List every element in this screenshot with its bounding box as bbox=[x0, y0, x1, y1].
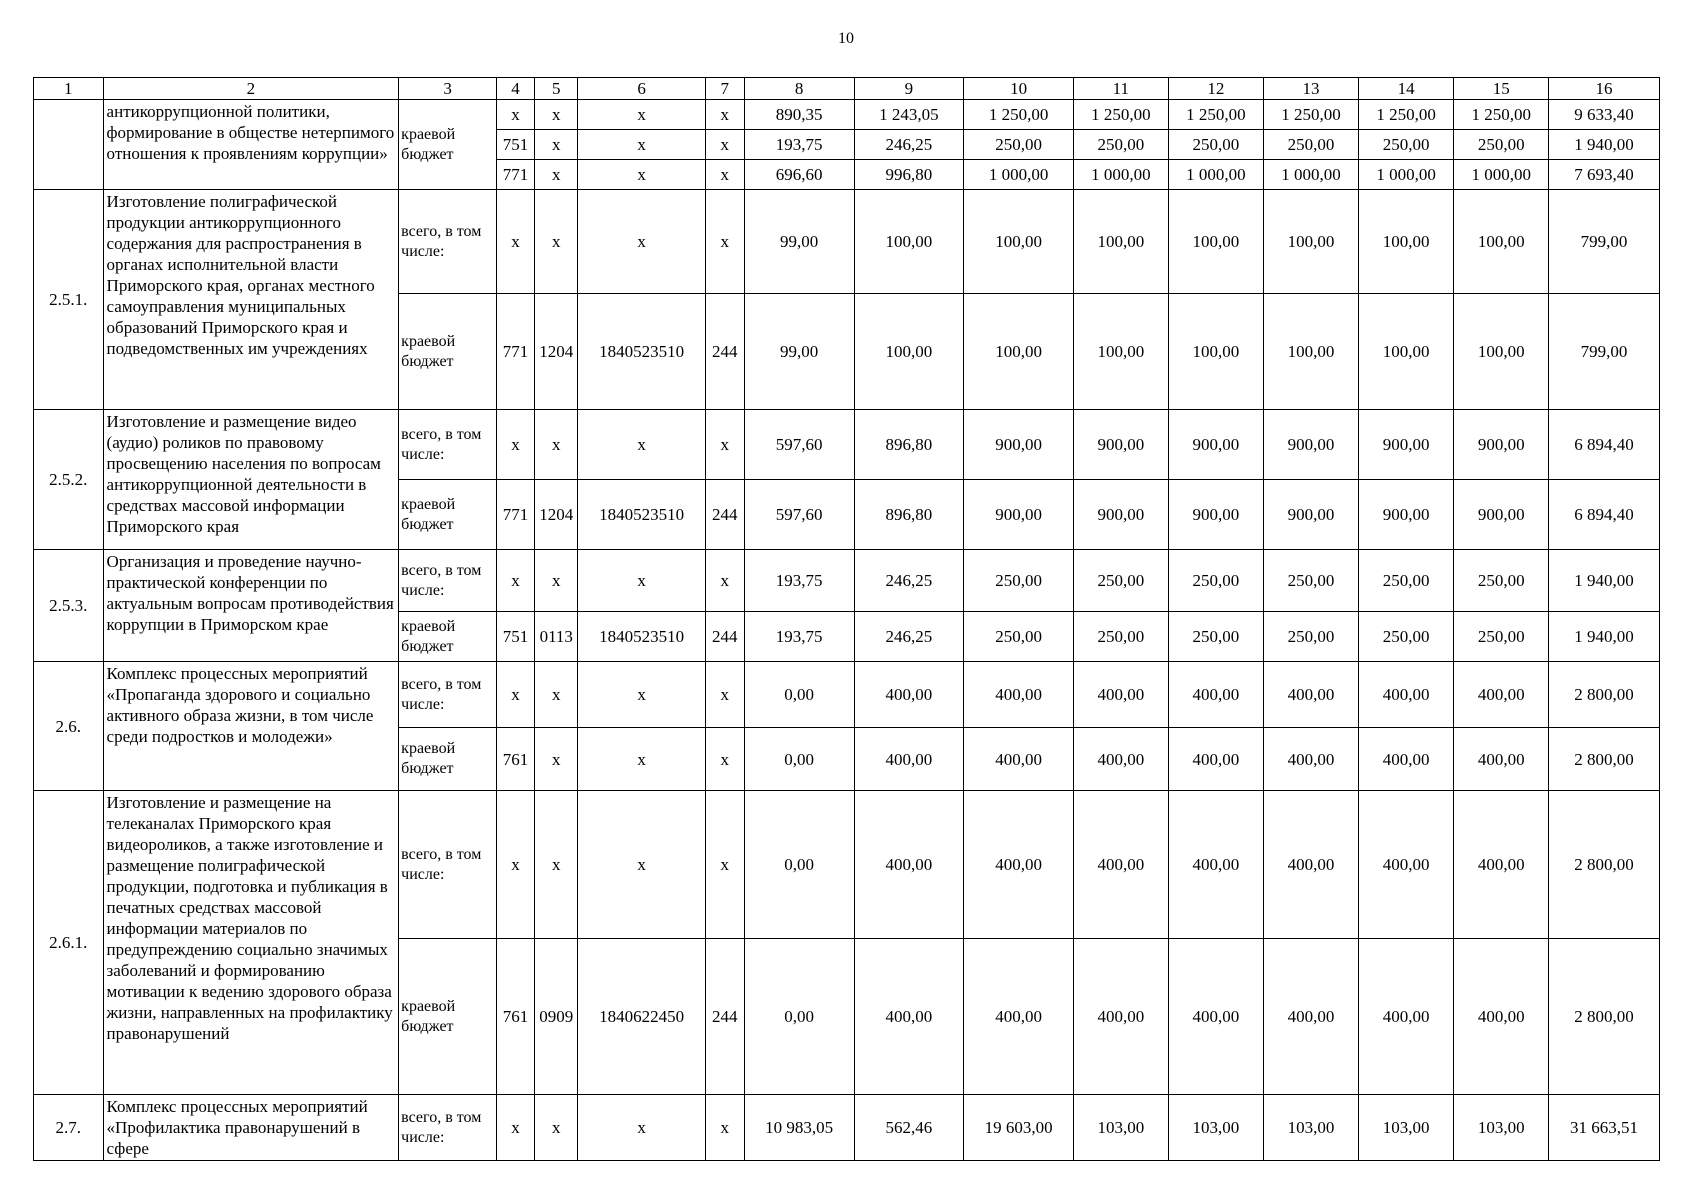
table-cell: х bbox=[535, 190, 578, 294]
table-cell: 799,00 bbox=[1548, 190, 1659, 294]
table-cell: 250,00 bbox=[1358, 550, 1454, 612]
table-cell: 1 000,00 bbox=[964, 160, 1074, 190]
page-number: 10 bbox=[838, 30, 854, 47]
table-cell: 400,00 bbox=[1264, 791, 1359, 939]
header-cell: 4 bbox=[496, 78, 534, 100]
table-cell: х bbox=[578, 130, 705, 160]
table-row bbox=[34, 550, 1660, 612]
table-cell: 400,00 bbox=[1074, 939, 1169, 1095]
table-cell: 400,00 bbox=[1074, 791, 1169, 939]
table-cell: 100,00 bbox=[1454, 190, 1549, 294]
row-description: Изготовление и размещение на телеканалах Приморского края видеороликов, а также изготовление и размещение полиграфической продукции, подготовка и публикация в печатных средствах массовой информации материалов по предупреждению социально значимых заболеваний и формированию мотивации к ведению здорового образа жизни, направленных на профилактику правонарушений bbox=[103, 791, 399, 1095]
table-cell: 0,00 bbox=[744, 728, 854, 791]
table-cell: х bbox=[705, 190, 744, 294]
table-cell: 400,00 bbox=[854, 662, 964, 728]
funding-source: краевой бюджет bbox=[399, 480, 497, 550]
table-cell: 400,00 bbox=[1264, 662, 1359, 728]
table-cell: 100,00 bbox=[1168, 190, 1264, 294]
table-cell: х bbox=[578, 550, 705, 612]
header-cell: 14 bbox=[1358, 78, 1454, 100]
table-cell: 1 250,00 bbox=[1074, 100, 1169, 130]
table-cell: 400,00 bbox=[1168, 939, 1264, 1095]
table-cell: 400,00 bbox=[1358, 939, 1454, 1095]
funding-source: краевой бюджет bbox=[399, 100, 497, 190]
table-cell: х bbox=[705, 130, 744, 160]
table-cell: 1 250,00 bbox=[1168, 100, 1264, 130]
table-cell: 250,00 bbox=[1454, 612, 1549, 662]
table-cell: 10 983,05 bbox=[744, 1095, 854, 1161]
header-cell: 8 bbox=[744, 78, 854, 100]
header-row bbox=[34, 78, 1660, 100]
table-cell: 193,75 bbox=[744, 612, 854, 662]
table-cell: х bbox=[535, 410, 578, 480]
table-cell: 250,00 bbox=[1264, 612, 1359, 662]
table-cell: 100,00 bbox=[854, 294, 964, 410]
table-cell: х bbox=[496, 410, 534, 480]
table-cell: 900,00 bbox=[1168, 480, 1264, 550]
table-cell: 193,75 bbox=[744, 130, 854, 160]
table-row bbox=[34, 410, 1660, 480]
funding-source: всего, в том числе: bbox=[399, 1095, 497, 1161]
table-cell: 2 800,00 bbox=[1548, 791, 1659, 939]
table-cell: х bbox=[578, 410, 705, 480]
header-cell: 5 bbox=[535, 78, 578, 100]
table-cell: 761 bbox=[496, 728, 534, 791]
table-cell: 0,00 bbox=[744, 662, 854, 728]
table-cell: 900,00 bbox=[1358, 410, 1454, 480]
table-cell: 400,00 bbox=[1454, 791, 1549, 939]
table-cell: 400,00 bbox=[964, 939, 1074, 1095]
table-cell: 103,00 bbox=[1358, 1095, 1454, 1161]
table-cell: 250,00 bbox=[1074, 130, 1169, 160]
table-cell: х bbox=[535, 130, 578, 160]
table-cell: 400,00 bbox=[1074, 662, 1169, 728]
table-cell: 1204 bbox=[535, 294, 578, 410]
table-cell: 696,60 bbox=[744, 160, 854, 190]
header-cell: 16 bbox=[1548, 78, 1659, 100]
table-cell: 562,46 bbox=[854, 1095, 964, 1161]
table-cell: х bbox=[705, 100, 744, 130]
row-description: Комплекс процессных мероприятий «Профилактика правонарушений в сфере bbox=[103, 1095, 399, 1161]
table-cell: 771 bbox=[496, 294, 534, 410]
row-index: 2.7. bbox=[34, 1095, 104, 1161]
table-row bbox=[34, 791, 1660, 939]
table-cell: 900,00 bbox=[1264, 410, 1359, 480]
table-cell: 100,00 bbox=[1264, 294, 1359, 410]
table-cell: 771 bbox=[496, 480, 534, 550]
table-cell: 751 bbox=[496, 130, 534, 160]
table-cell: 900,00 bbox=[1168, 410, 1264, 480]
header-cell: 6 bbox=[578, 78, 705, 100]
table-cell: 400,00 bbox=[1264, 728, 1359, 791]
table-cell: 751 bbox=[496, 612, 534, 662]
table-cell: 2 800,00 bbox=[1548, 662, 1659, 728]
table-cell: 1 250,00 bbox=[1454, 100, 1549, 130]
table-cell: х bbox=[535, 1095, 578, 1161]
table-cell: 250,00 bbox=[1264, 130, 1359, 160]
table-cell: 400,00 bbox=[1358, 728, 1454, 791]
header-cell: 3 bbox=[399, 78, 497, 100]
table-cell: 900,00 bbox=[964, 480, 1074, 550]
table-cell: 896,80 bbox=[854, 410, 964, 480]
row-description: Изготовление и размещение видео (аудио) роликов по правовому просвещению населения по вопросам антикоррупционной деятельности в средствах массовой информации Приморского края bbox=[103, 410, 399, 550]
table-cell: х bbox=[578, 100, 705, 130]
table-cell: 900,00 bbox=[1074, 480, 1169, 550]
table-cell: 250,00 bbox=[964, 612, 1074, 662]
row-description: антикоррупционной политики, формирование в обществе нетерпимого отношения к проявлениям коррупции» bbox=[103, 100, 399, 190]
funding-source: всего, в том числе: bbox=[399, 410, 497, 480]
table-cell: 597,60 bbox=[744, 480, 854, 550]
header-cell: 13 bbox=[1264, 78, 1359, 100]
table-cell: х bbox=[705, 791, 744, 939]
table-cell: 400,00 bbox=[964, 728, 1074, 791]
table-cell: 400,00 bbox=[1358, 662, 1454, 728]
table-cell: 99,00 bbox=[744, 190, 854, 294]
row-description: Организация и проведение научно-практической конференции по актуальным вопросам противодействия коррупции в Приморском крае bbox=[103, 550, 399, 662]
table-cell: 0909 bbox=[535, 939, 578, 1095]
table-cell: 400,00 bbox=[1454, 662, 1549, 728]
table-cell: 890,35 bbox=[744, 100, 854, 130]
header-cell: 15 bbox=[1454, 78, 1549, 100]
table-cell: х bbox=[535, 100, 578, 130]
table-cell: х bbox=[496, 100, 534, 130]
table-cell: х bbox=[496, 1095, 534, 1161]
table-cell: 103,00 bbox=[1168, 1095, 1264, 1161]
table-cell: 2 800,00 bbox=[1548, 728, 1659, 791]
table-cell: 6 894,40 bbox=[1548, 480, 1659, 550]
table-cell: 193,75 bbox=[744, 550, 854, 612]
header-cell: 7 bbox=[705, 78, 744, 100]
table-cell: 246,25 bbox=[854, 550, 964, 612]
table-cell: 400,00 bbox=[1454, 939, 1549, 1095]
table-cell: х bbox=[578, 1095, 705, 1161]
funding-source: краевой бюджет bbox=[399, 612, 497, 662]
table-cell: х bbox=[705, 1095, 744, 1161]
table-cell: 400,00 bbox=[1454, 728, 1549, 791]
table-cell: 250,00 bbox=[1264, 550, 1359, 612]
table-cell: 250,00 bbox=[1358, 612, 1454, 662]
table-cell: 250,00 bbox=[1358, 130, 1454, 160]
row-description: Изготовление полиграфической продукции антикоррупционного содержания для распространения в органах исполнительной власти Приморского края, органах местного самоуправления муниципальных образований Приморского края и подведомственных им учреждениях bbox=[103, 190, 399, 410]
table-cell: 19 603,00 bbox=[964, 1095, 1074, 1161]
table-cell: 1 243,05 bbox=[854, 100, 964, 130]
table-cell: 1840523510 bbox=[578, 612, 705, 662]
header-cell: 11 bbox=[1074, 78, 1169, 100]
header-cell: 9 bbox=[854, 78, 964, 100]
table-cell: 900,00 bbox=[1074, 410, 1169, 480]
table-cell: х bbox=[535, 550, 578, 612]
table-cell: х bbox=[496, 190, 534, 294]
funding-source: всего, в том числе: bbox=[399, 190, 497, 294]
table-cell: 400,00 bbox=[1264, 939, 1359, 1095]
row-description: Комплекс процессных мероприятий «Пропаганда здорового и социально активного образа жизни, в том числе среди подростков и молодежи» bbox=[103, 662, 399, 791]
table-cell: 1 250,00 bbox=[964, 100, 1074, 130]
table-cell: 7 693,40 bbox=[1548, 160, 1659, 190]
table-cell: 400,00 bbox=[1358, 791, 1454, 939]
table-cell: 1 940,00 bbox=[1548, 612, 1659, 662]
table-row bbox=[34, 1095, 1660, 1161]
table-cell: 2 800,00 bbox=[1548, 939, 1659, 1095]
table-cell: х bbox=[496, 662, 534, 728]
row-index: 2.6.1. bbox=[34, 791, 104, 1095]
header-cell: 12 bbox=[1168, 78, 1264, 100]
funding-source: краевой бюджет bbox=[399, 294, 497, 410]
table-cell: 900,00 bbox=[1358, 480, 1454, 550]
table-cell: 0,00 bbox=[744, 791, 854, 939]
funding-source: всего, в том числе: bbox=[399, 662, 497, 728]
table-cell: х bbox=[496, 791, 534, 939]
table-cell: 400,00 bbox=[1168, 728, 1264, 791]
table-cell: 996,80 bbox=[854, 160, 964, 190]
funding-source: всего, в том числе: bbox=[399, 550, 497, 612]
table-cell: 1 000,00 bbox=[1358, 160, 1454, 190]
table-cell: 900,00 bbox=[1264, 480, 1359, 550]
table-cell: х bbox=[535, 160, 578, 190]
table-cell: х bbox=[705, 550, 744, 612]
table-cell: 100,00 bbox=[964, 294, 1074, 410]
table-row bbox=[34, 190, 1660, 294]
table-cell: 0113 bbox=[535, 612, 578, 662]
table-cell: 896,80 bbox=[854, 480, 964, 550]
table-cell: 400,00 bbox=[854, 939, 964, 1095]
row-index: 2.5.1. bbox=[34, 190, 104, 410]
table-cell: х bbox=[535, 791, 578, 939]
table-cell: х bbox=[578, 160, 705, 190]
header-cell: 2 bbox=[103, 78, 399, 100]
table-cell: 400,00 bbox=[854, 728, 964, 791]
table-cell: 244 bbox=[705, 294, 744, 410]
table-cell: х bbox=[705, 662, 744, 728]
row-index: 2.5.2. bbox=[34, 410, 104, 550]
table-cell: 771 bbox=[496, 160, 534, 190]
table-cell: 103,00 bbox=[1454, 1095, 1549, 1161]
budget-table bbox=[33, 77, 1660, 1161]
table-cell: 99,00 bbox=[744, 294, 854, 410]
table-cell: 250,00 bbox=[1074, 550, 1169, 612]
table-cell: х bbox=[578, 728, 705, 791]
table-cell: 1 000,00 bbox=[1454, 160, 1549, 190]
table-row bbox=[34, 662, 1660, 728]
table-cell: 100,00 bbox=[854, 190, 964, 294]
row-index: 2.5.3. bbox=[34, 550, 104, 662]
table-cell: 400,00 bbox=[1168, 791, 1264, 939]
table-cell: 1 940,00 bbox=[1548, 130, 1659, 160]
table-cell: 1 000,00 bbox=[1264, 160, 1359, 190]
table-cell: х bbox=[705, 160, 744, 190]
table-cell: 1 000,00 bbox=[1074, 160, 1169, 190]
table-cell: 103,00 bbox=[1264, 1095, 1359, 1161]
table-cell: 1840523510 bbox=[578, 294, 705, 410]
table-cell: 597,60 bbox=[744, 410, 854, 480]
table-cell: 100,00 bbox=[1358, 190, 1454, 294]
table-cell: 1840622450 bbox=[578, 939, 705, 1095]
table-cell: 1840523510 bbox=[578, 480, 705, 550]
table-cell: 400,00 bbox=[1074, 728, 1169, 791]
table-cell: 244 bbox=[705, 480, 744, 550]
table-cell: 100,00 bbox=[1074, 294, 1169, 410]
table-cell: 400,00 bbox=[964, 791, 1074, 939]
table-cell: 100,00 bbox=[1264, 190, 1359, 294]
table-cell: 761 bbox=[496, 939, 534, 1095]
table-cell: х bbox=[578, 662, 705, 728]
row-index bbox=[34, 100, 104, 190]
table-cell: х bbox=[705, 728, 744, 791]
table-cell: 400,00 bbox=[964, 662, 1074, 728]
table-cell: 0,00 bbox=[744, 939, 854, 1095]
table-cell: 100,00 bbox=[1358, 294, 1454, 410]
table-cell: 250,00 bbox=[1168, 130, 1264, 160]
table-cell: 9 633,40 bbox=[1548, 100, 1659, 130]
table-cell: 250,00 bbox=[1074, 612, 1169, 662]
funding-source: всего, в том числе: bbox=[399, 791, 497, 939]
table-cell: 244 bbox=[705, 939, 744, 1095]
table-cell: 250,00 bbox=[1168, 550, 1264, 612]
funding-source: краевой бюджет bbox=[399, 728, 497, 791]
table-cell: 244 bbox=[705, 612, 744, 662]
table-cell: 250,00 bbox=[1168, 612, 1264, 662]
table-cell: 100,00 bbox=[1454, 294, 1549, 410]
table-cell: 400,00 bbox=[854, 791, 964, 939]
table-cell: 1 940,00 bbox=[1548, 550, 1659, 612]
table-cell: 100,00 bbox=[1168, 294, 1264, 410]
table-cell: х bbox=[705, 410, 744, 480]
table-cell: 900,00 bbox=[964, 410, 1074, 480]
table-row bbox=[34, 100, 1660, 130]
table-cell: 246,25 bbox=[854, 612, 964, 662]
table-cell: 250,00 bbox=[964, 550, 1074, 612]
table-cell: 1 000,00 bbox=[1168, 160, 1264, 190]
table-cell: 900,00 bbox=[1454, 480, 1549, 550]
table-cell: х bbox=[578, 791, 705, 939]
table-cell: 1 250,00 bbox=[1264, 100, 1359, 130]
table-cell: 250,00 bbox=[1454, 130, 1549, 160]
table-cell: 799,00 bbox=[1548, 294, 1659, 410]
header-cell: 1 bbox=[34, 78, 104, 100]
table-cell: 250,00 bbox=[1454, 550, 1549, 612]
header-cell: 10 bbox=[964, 78, 1074, 100]
table-cell: х bbox=[496, 550, 534, 612]
table-cell: 1 250,00 bbox=[1358, 100, 1454, 130]
table-cell: 900,00 bbox=[1454, 410, 1549, 480]
table-cell: 100,00 bbox=[964, 190, 1074, 294]
table-cell: 246,25 bbox=[854, 130, 964, 160]
table-cell: 103,00 bbox=[1074, 1095, 1169, 1161]
table-cell: 31 663,51 bbox=[1548, 1095, 1659, 1161]
funding-source: краевой бюджет bbox=[399, 939, 497, 1095]
table-cell: х bbox=[578, 190, 705, 294]
table-cell: 400,00 bbox=[1168, 662, 1264, 728]
table-cell: 250,00 bbox=[964, 130, 1074, 160]
table-cell: 100,00 bbox=[1074, 190, 1169, 294]
row-index: 2.6. bbox=[34, 662, 104, 791]
table-cell: х bbox=[535, 728, 578, 791]
table-cell: 6 894,40 bbox=[1548, 410, 1659, 480]
table-cell: х bbox=[535, 662, 578, 728]
table-cell: 1204 bbox=[535, 480, 578, 550]
